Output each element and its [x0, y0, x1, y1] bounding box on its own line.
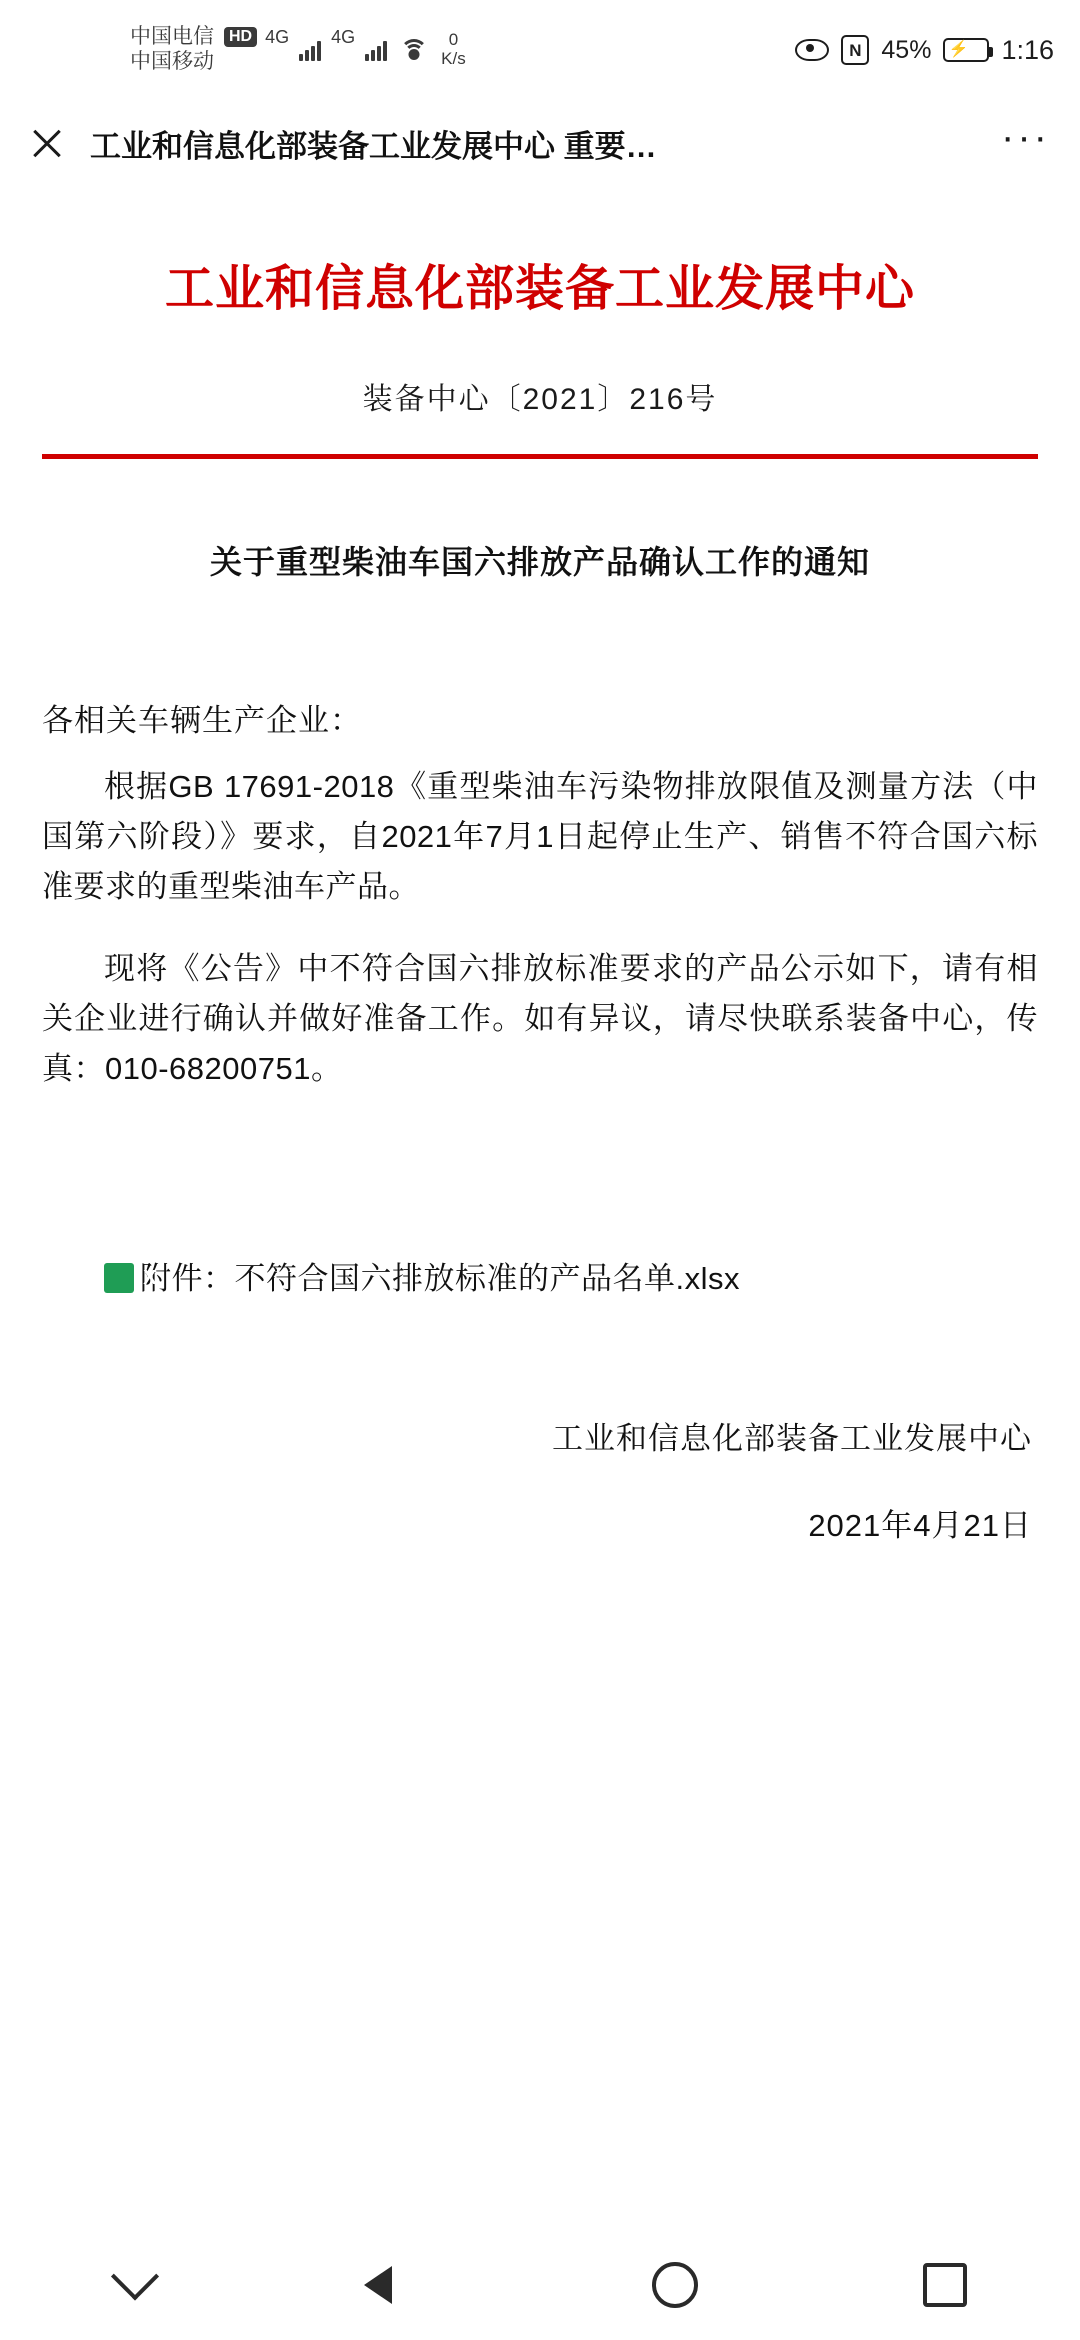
- document-org-title: 工业和信息化部装备工业发展中心: [164, 261, 915, 316]
- network-type-1-label: 4G: [265, 27, 290, 48]
- document-paragraph: 现将《公告》中不符合国六排放标准要求的产品公示如下，请有相关企业进行确认并做好准备工作。如有异议，请尽快联系装备中心，传真：010-68200751。: [42, 950, 1038, 1087]
- app-header: [0, 100, 1080, 186]
- page-title: 工业和信息化部装备工业发展中心 重要…: [90, 128, 657, 164]
- document-title: 关于重型柴油车国六排放产品确认工作的通知: [209, 544, 870, 580]
- square-recents-icon: [923, 2263, 967, 2307]
- document-date: 2021年4月21日: [808, 1507, 1032, 1543]
- attachment-label: 附件：: [140, 1261, 235, 1297]
- wifi-icon: [401, 39, 427, 61]
- nfc-icon: N: [841, 35, 869, 65]
- signal-strength-2-icon: [365, 39, 387, 61]
- carrier-labels: [130, 25, 214, 75]
- network-speed-indicator: [441, 31, 466, 68]
- chevron-down-icon: [111, 2252, 159, 2300]
- battery-percent-label: 45%: [881, 35, 932, 64]
- status-bar-left: [130, 25, 466, 75]
- attachment-row[interactable]: [42, 1254, 1038, 1304]
- collapse-keyboard-button[interactable]: [75, 2250, 195, 2320]
- system-nav-bar: [0, 2230, 1080, 2340]
- network-speed-unit: K/s: [441, 49, 466, 68]
- recents-button[interactable]: [885, 2250, 1005, 2320]
- document-paragraph: 根据GB 17691-2018《重型柴油车污染物排放限值及测量方法（中国第六阶段）》要求，自2021年7月1日起停止生产、销售不符合国六标准要求的重型柴油车产品。: [42, 769, 1038, 905]
- network-type-2-label: 4G: [331, 27, 356, 48]
- red-divider: [42, 454, 1038, 459]
- document-signature: 工业和信息化部装备工业发展中心: [552, 1420, 1032, 1456]
- hd-badge-icon: HD: [224, 27, 257, 47]
- carrier-secondary-label: 中国移动: [130, 50, 214, 73]
- more-options-icon[interactable]: ···: [1001, 115, 1050, 159]
- triangle-back-icon: [390, 2265, 420, 2305]
- document-number: 装备中心〔2021〕216号: [362, 383, 718, 416]
- document-salutation: 各相关车辆生产企业：: [42, 703, 362, 738]
- close-icon[interactable]: [26, 122, 68, 164]
- xlsx-file-icon: [104, 1263, 134, 1293]
- network-speed-value: 0: [448, 30, 459, 50]
- back-button[interactable]: [345, 2250, 465, 2320]
- clock-label: 1:16: [1001, 34, 1054, 65]
- eye-comfort-icon: [795, 39, 829, 61]
- status-bar: [0, 0, 1080, 100]
- status-bar-right: [795, 35, 1054, 66]
- carrier-primary-label: 中国电信: [130, 25, 214, 49]
- signal-strength-1-icon: [299, 39, 321, 61]
- home-button[interactable]: [615, 2250, 735, 2320]
- document-body: [0, 186, 1080, 1545]
- circle-home-icon: [652, 2262, 698, 2308]
- battery-icon: ⚡: [943, 38, 989, 62]
- attachment-file-name[interactable]: 不符合国六排放标准的产品名单.xlsx: [234, 1261, 740, 1297]
